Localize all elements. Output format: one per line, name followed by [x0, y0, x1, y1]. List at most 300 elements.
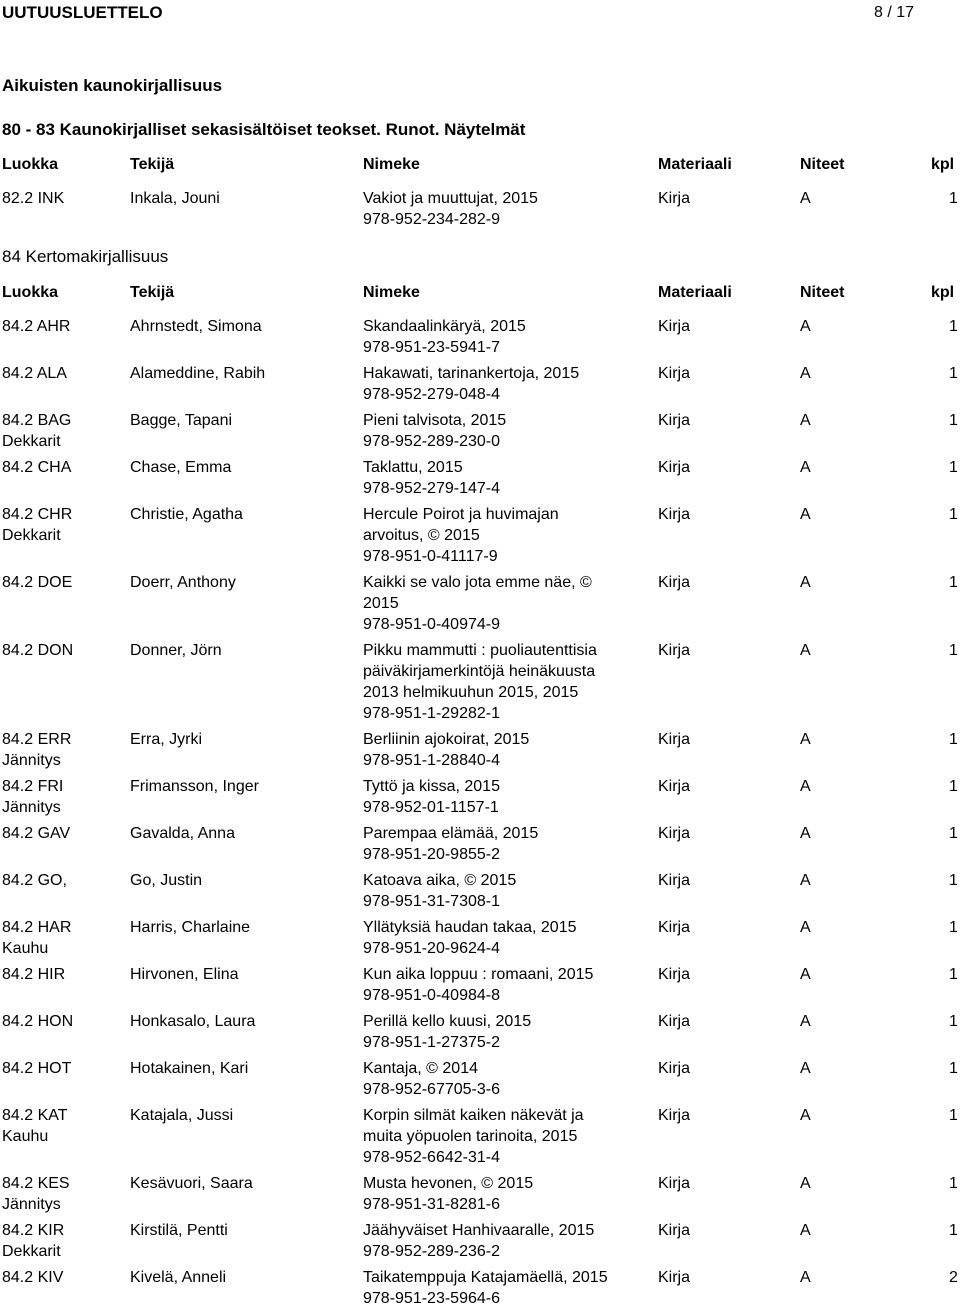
cell-luokka: [2, 410, 71, 452]
cell-nimeke: [363, 188, 538, 230]
column-header-tekija: Tekijä: [130, 156, 175, 173]
cell-materiaali: [658, 729, 690, 750]
cell-kpl-line: 1: [949, 1175, 958, 1192]
cell-luokka: [2, 917, 71, 959]
table-row: [0, 917, 960, 959]
cell-materiaali-line: Kirja: [658, 1107, 691, 1124]
cell-niteet-line: A: [800, 1175, 811, 1192]
cell-luokka-line: Kauhu: [2, 940, 49, 957]
cell-luokka-line: 84.2 BAG: [2, 412, 72, 429]
cell-nimeke-line: 978-952-234-282-9: [363, 211, 500, 228]
cell-nimeke: [363, 1267, 608, 1306]
cell-nimeke: [363, 823, 538, 865]
cell-niteet-line: A: [800, 1222, 811, 1239]
cell-materiaali-line: Kirja: [658, 318, 691, 335]
cell-niteet-line: A: [800, 318, 811, 335]
cell-materiaali: [658, 1173, 690, 1194]
cell-nimeke-line: Vakiot ja muuttujat, 2015: [363, 190, 538, 207]
cell-nimeke-line: Jäähyväiset Hanhivaaralle, 2015: [363, 1222, 595, 1239]
cell-nimeke-line: 978-952-289-230-0: [363, 433, 500, 450]
cell-kpl: [949, 1173, 958, 1194]
cell-luokka: [2, 316, 70, 337]
cell-niteet: [800, 776, 811, 797]
cell-materiaali: [658, 1011, 690, 1032]
cell-luokka: [2, 457, 71, 478]
cell-niteet-line: A: [800, 731, 811, 748]
cell-luokka: [2, 1011, 73, 1032]
cell-tekija-line: Doerr, Anthony: [130, 574, 236, 591]
cell-niteet-line: A: [800, 1269, 811, 1286]
cell-niteet-line: A: [800, 966, 811, 983]
table-row: [0, 572, 960, 635]
table-row: [0, 1058, 960, 1100]
cell-kpl-line: 2: [949, 1269, 958, 1286]
cell-nimeke-line: 978-951-0-40984-8: [363, 987, 500, 1004]
cell-nimeke: [363, 729, 529, 771]
cell-tekija: [130, 1267, 226, 1288]
cell-tekija-line: Chase, Emma: [130, 459, 232, 476]
cell-materiaali: [658, 316, 690, 337]
cell-luokka: [2, 1105, 68, 1147]
cell-niteet: [800, 1220, 811, 1241]
cell-nimeke-line: Kun aika loppuu : romaani, 2015: [363, 966, 594, 983]
cell-nimeke-line: päiväkirjamerkintöjä heinäkuusta: [363, 663, 596, 680]
cell-kpl: [949, 776, 958, 797]
cell-luokka-line: 84.2 KES: [2, 1175, 70, 1192]
cell-nimeke: [363, 1105, 584, 1168]
column-header-kpl: kpl: [931, 156, 955, 173]
cell-nimeke-line: Perillä kello kuusi, 2015: [363, 1013, 532, 1030]
cell-tekija-line: Go, Justin: [130, 872, 203, 889]
cell-kpl-line: 1: [949, 872, 958, 889]
table-row: [0, 776, 960, 818]
cell-nimeke-line: 978-951-0-41117-9: [363, 548, 498, 565]
cell-luokka: [2, 188, 64, 209]
cell-kpl: [949, 640, 958, 661]
cell-luokka: [2, 729, 71, 771]
cell-materiaali-line: Kirja: [658, 1060, 691, 1077]
cell-luokka: [2, 1173, 70, 1215]
cell-nimeke-line: Hercule Poirot ja huvimajan: [363, 506, 559, 523]
cell-tekija-line: Bagge, Tapani: [130, 412, 233, 429]
cell-tekija-line: Inkala, Jouni: [130, 190, 220, 207]
cell-tekija: [130, 410, 232, 431]
cell-tekija-line: Kivelä, Anneli: [130, 1269, 227, 1286]
cell-luokka: [2, 870, 67, 891]
cell-tekija-line: Donner, Jörn: [130, 642, 222, 659]
cell-kpl: [949, 917, 958, 938]
cell-luokka: [2, 1220, 64, 1262]
cell-tekija: [130, 316, 262, 337]
cell-tekija-line: Christie, Agatha: [130, 506, 243, 523]
cell-luokka-line: 84.2 GAV: [2, 825, 71, 842]
cell-tekija: [130, 457, 231, 478]
cell-nimeke-line: Parempaa elämää, 2015: [363, 825, 539, 842]
cell-materiaali: [658, 964, 690, 985]
cell-nimeke-line: Kaikki se valo jota emme näe, ©: [363, 574, 592, 591]
cell-niteet-line: A: [800, 1107, 811, 1124]
cell-kpl: [949, 363, 958, 384]
cell-materiaali-line: Kirja: [658, 778, 691, 795]
cell-luokka-line: 84.2 HON: [2, 1013, 74, 1030]
cell-luokka: [2, 776, 63, 818]
cell-nimeke-line: Hakawati, tarinankertoja, 2015: [363, 365, 580, 382]
cell-nimeke: [363, 917, 576, 959]
cell-kpl-line: 1: [949, 574, 958, 591]
column-header-tekija: Tekijä: [130, 284, 175, 301]
cell-nimeke-line: arvoitus, © 2015: [363, 527, 480, 544]
cell-materiaali-line: Kirja: [658, 966, 691, 983]
cell-nimeke: [363, 504, 559, 567]
cell-tekija: [130, 640, 222, 661]
cell-materiaali: [658, 823, 690, 844]
cell-materiaali: [658, 1058, 690, 1079]
cell-nimeke-line: 978-952-67705-3-6: [363, 1081, 500, 1098]
cell-materiaali: [658, 640, 690, 661]
table-header: [0, 282, 960, 303]
cell-luokka: [2, 640, 73, 661]
cell-materiaali-line: Kirja: [658, 919, 691, 936]
cell-kpl-line: 1: [949, 459, 958, 476]
cell-materiaali-line: Kirja: [658, 412, 691, 429]
cell-nimeke: [363, 776, 500, 818]
cell-kpl: [949, 1105, 958, 1126]
cell-materiaali-line: Kirja: [658, 731, 691, 748]
cell-kpl-line: 1: [949, 506, 958, 523]
cell-niteet: [800, 316, 811, 337]
cell-niteet-line: A: [800, 919, 811, 936]
cell-kpl-line: 1: [949, 190, 958, 207]
table-row: [0, 1220, 960, 1262]
cell-niteet-line: A: [800, 1013, 811, 1030]
cell-luokka-line: 84.2 DON: [2, 642, 74, 659]
cell-kpl: [949, 1058, 958, 1079]
cell-nimeke: [363, 870, 516, 912]
cell-kpl: [949, 1220, 958, 1241]
cell-kpl-line: 1: [949, 778, 958, 795]
cell-tekija: [130, 1011, 255, 1032]
cell-luokka-line: 84.2 ALA: [2, 365, 67, 382]
cell-nimeke-line: Taikatemppuja Katajamäellä, 2015: [363, 1269, 608, 1286]
section-heading-80-83: 80 - 83 Kaunokirjalliset sekasisältöiset teokset. Runot. Näytelmät: [2, 120, 526, 139]
cell-nimeke-line: 978-951-23-5941-7: [363, 339, 500, 356]
cell-niteet: [800, 504, 811, 525]
cell-kpl-line: 1: [949, 966, 958, 983]
cell-kpl-line: 1: [949, 1222, 958, 1239]
cell-kpl: [949, 964, 958, 985]
cell-materiaali-line: Kirja: [658, 825, 691, 842]
cell-kpl: [949, 572, 958, 593]
table-row: [0, 410, 960, 452]
cell-nimeke-line: 978-951-1-29282-1: [363, 705, 500, 722]
cell-niteet-line: A: [800, 506, 811, 523]
cell-tekija-line: Alameddine, Rabih: [130, 365, 266, 382]
table-row: [0, 1267, 960, 1306]
cell-nimeke-line: 978-952-289-236-2: [363, 1243, 500, 1260]
cell-tekija: [130, 823, 235, 844]
cell-nimeke-line: 978-951-0-40974-9: [363, 616, 500, 633]
column-header-nimeke: Nimeke: [363, 156, 420, 173]
cell-luokka: [2, 823, 70, 844]
cell-niteet-line: A: [800, 1060, 811, 1077]
cell-kpl: [949, 1011, 958, 1032]
cell-niteet: [800, 1105, 811, 1126]
cell-luokka-line: 84.2 HOT: [2, 1060, 72, 1077]
cell-kpl-line: 1: [949, 919, 958, 936]
cell-tekija: [130, 363, 265, 384]
cell-tekija-line: Erra, Jyrki: [130, 731, 202, 748]
cell-kpl: [949, 823, 958, 844]
cell-nimeke-line: Kantaja, © 2014: [363, 1060, 478, 1077]
cell-materiaali-line: Kirja: [658, 459, 691, 476]
cell-nimeke: [363, 363, 579, 405]
table-row: [0, 823, 960, 865]
cell-tekija-line: Katajala, Jussi: [130, 1107, 234, 1124]
cell-luokka-line: 84.2 KIR: [2, 1222, 65, 1239]
cell-niteet: [800, 917, 811, 938]
cell-nimeke: [363, 410, 506, 452]
column-header-niteet: Niteet: [800, 156, 845, 173]
cell-nimeke: [363, 1173, 533, 1215]
cell-nimeke: [363, 316, 526, 358]
cell-tekija-line: Hirvonen, Elina: [130, 966, 239, 983]
cell-niteet: [800, 964, 811, 985]
cell-tekija: [130, 917, 250, 938]
cell-luokka-line: 82.2 INK: [2, 190, 65, 207]
cell-kpl-line: 1: [949, 1107, 958, 1124]
cell-kpl: [949, 410, 958, 431]
cell-luokka-line: Dekkarit: [2, 433, 61, 450]
cell-niteet-line: A: [800, 825, 811, 842]
cell-niteet: [800, 1011, 811, 1032]
cell-nimeke-line: 2013 helmikuuhun 2015, 2015: [363, 684, 579, 701]
cell-niteet: [800, 1173, 811, 1194]
cell-tekija: [130, 1058, 248, 1079]
cell-nimeke-line: 978-951-20-9624-4: [363, 940, 500, 957]
cell-kpl-line: 1: [949, 365, 958, 382]
cell-nimeke-line: Tyttö ja kissa, 2015: [363, 778, 500, 795]
cell-nimeke-line: muita yöpuolen tarinoita, 2015: [363, 1128, 578, 1145]
cell-tekija-line: Harris, Charlaine: [130, 919, 251, 936]
table-row: [0, 640, 960, 724]
cell-tekija-line: Honkasalo, Laura: [130, 1013, 256, 1030]
cell-nimeke-line: Katoava aika, © 2015: [363, 872, 517, 889]
cell-tekija: [130, 964, 239, 985]
cell-materiaali: [658, 1220, 690, 1241]
cell-nimeke: [363, 457, 500, 499]
cell-materiaali: [658, 870, 690, 891]
cell-niteet-line: A: [800, 642, 811, 659]
cell-tekija: [130, 1220, 228, 1241]
cell-luokka-line: 84.2 ERR: [2, 731, 72, 748]
cell-niteet-line: A: [800, 574, 811, 591]
cell-materiaali-line: Kirja: [658, 1175, 691, 1192]
cell-nimeke-line: 2015: [363, 595, 399, 612]
cell-materiaali-line: Kirja: [658, 506, 691, 523]
table-row: [0, 316, 960, 358]
cell-kpl: [949, 504, 958, 525]
cell-tekija: [130, 1173, 253, 1194]
table-row: [0, 457, 960, 499]
cell-nimeke-line: 978-951-31-7308-1: [363, 893, 500, 910]
column-header-materiaali: Materiaali: [658, 156, 732, 173]
cell-kpl-line: 1: [949, 412, 958, 429]
cell-niteet: [800, 870, 811, 891]
cell-tekija-line: Frimansson, Inger: [130, 778, 259, 795]
cell-nimeke-line: Taklattu, 2015: [363, 459, 463, 476]
cell-kpl-line: 1: [949, 825, 958, 842]
cell-tekija: [130, 572, 236, 593]
cell-kpl: [949, 188, 958, 209]
cell-niteet: [800, 1058, 811, 1079]
cell-nimeke-line: 978-951-1-27375-2: [363, 1034, 500, 1051]
cell-materiaali: [658, 457, 690, 478]
document-title: UUTUUSLUETTELO: [2, 3, 163, 22]
cell-niteet: [800, 457, 811, 478]
cell-kpl: [949, 316, 958, 337]
cell-niteet: [800, 823, 811, 844]
cell-materiaali-line: Kirja: [658, 1222, 691, 1239]
cell-kpl: [949, 1267, 958, 1288]
cell-niteet: [800, 1267, 811, 1288]
cell-tekija: [130, 776, 259, 797]
cell-niteet-line: A: [800, 412, 811, 429]
cell-nimeke-line: 978-951-20-9855-2: [363, 846, 500, 863]
table-row: [0, 1011, 960, 1053]
cell-tekija-line: Kirstilä, Pentti: [130, 1222, 228, 1239]
table-row: [0, 964, 960, 1006]
cell-luokka: [2, 572, 72, 593]
table-row: [0, 729, 960, 771]
column-header-niteet: Niteet: [800, 284, 845, 301]
cell-materiaali-line: Kirja: [658, 1013, 691, 1030]
cell-luokka-line: 84.2 HIR: [2, 966, 66, 983]
cell-tekija-line: Kesävuori, Saara: [130, 1175, 253, 1192]
cell-niteet-line: A: [800, 365, 811, 382]
cell-niteet: [800, 640, 811, 661]
cell-materiaali: [658, 410, 690, 431]
table-row: [0, 188, 960, 230]
cell-materiaali: [658, 363, 690, 384]
table-row: [0, 870, 960, 912]
cell-luokka-line: 84.2 CHA: [2, 459, 72, 476]
cell-tekija-line: Hotakainen, Kari: [130, 1060, 249, 1077]
column-header-kpl: kpl: [931, 284, 955, 301]
cell-kpl-line: 1: [949, 642, 958, 659]
cell-kpl-line: 1: [949, 318, 958, 335]
cell-nimeke-line: Korpin silmät kaiken näkevät ja: [363, 1107, 584, 1124]
cell-nimeke: [363, 640, 597, 724]
column-header-luokka: Luokka: [2, 156, 59, 173]
cell-luokka: [2, 363, 67, 384]
cell-kpl: [949, 870, 958, 891]
cell-luokka: [2, 1267, 63, 1288]
cell-materiaali: [658, 776, 690, 797]
cell-tekija: [130, 188, 220, 209]
cell-luokka-line: 84.2 KAT: [2, 1107, 68, 1124]
cell-nimeke: [363, 1011, 531, 1053]
cell-luokka-line: 84.2 HAR: [2, 919, 72, 936]
cell-tekija: [130, 1105, 233, 1126]
cell-nimeke-line: Berliinin ajokoirat, 2015: [363, 731, 530, 748]
cell-luokka-line: Jännitys: [2, 752, 61, 769]
cell-niteet-line: A: [800, 459, 811, 476]
cell-luokka-line: 84.2 AHR: [2, 318, 71, 335]
cell-luokka-line: 84.2 GO,: [2, 872, 67, 889]
table-row: [0, 1105, 960, 1168]
cell-materiaali-line: Kirja: [658, 365, 691, 382]
cell-kpl-line: 1: [949, 1060, 958, 1077]
cell-luokka: [2, 964, 65, 985]
cell-kpl-line: 1: [949, 1013, 958, 1030]
column-header-nimeke: Nimeke: [363, 284, 420, 301]
cell-luokka-line: 84.2 DOE: [2, 574, 73, 591]
cell-kpl: [949, 457, 958, 478]
page-number: 8 / 17: [873, 4, 914, 21]
cell-nimeke-line: Pikku mammutti : puoliautenttisia: [363, 642, 597, 659]
cell-luokka-line: Dekkarit: [2, 527, 61, 544]
cell-tekija-line: Gavalda, Anna: [130, 825, 235, 842]
category-heading: Aikuisten kaunokirjallisuus: [2, 76, 223, 95]
cell-niteet-line: A: [800, 778, 811, 795]
cell-materiaali-line: Kirja: [658, 872, 691, 889]
cell-materiaali-line: Kirja: [658, 190, 691, 207]
cell-niteet: [800, 410, 811, 431]
cell-tekija: [130, 870, 202, 891]
cell-nimeke-line: Musta hevonen, © 2015: [363, 1175, 534, 1192]
table-row: [0, 504, 960, 567]
cell-luokka-line: 84.2 CHR: [2, 506, 73, 523]
cell-niteet: [800, 188, 811, 209]
table-header: [0, 154, 960, 175]
cell-tekija-line: Ahrnstedt, Simona: [130, 318, 262, 335]
cell-materiaali-line: Kirja: [658, 642, 691, 659]
cell-luokka-line: Dekkarit: [2, 1243, 61, 1260]
cell-nimeke: [363, 1220, 594, 1262]
cell-nimeke-line: 978-951-23-5964-6: [363, 1290, 500, 1306]
cell-niteet: [800, 729, 811, 750]
table-row: [0, 1173, 960, 1215]
section-heading-84: 84 Kertomakirjallisuus: [2, 247, 169, 266]
cell-nimeke: [363, 964, 593, 1006]
cell-materiaali-line: Kirja: [658, 574, 691, 591]
cell-nimeke-line: 978-951-1-28840-4: [363, 752, 500, 769]
cell-kpl-line: 1: [949, 731, 958, 748]
cell-materiaali: [658, 188, 690, 209]
cell-materiaali: [658, 917, 690, 938]
cell-kpl: [949, 729, 958, 750]
cell-luokka-line: 84.2 KIV: [2, 1269, 64, 1286]
cell-luokka: [2, 1058, 71, 1079]
cell-materiaali: [658, 572, 690, 593]
cell-luokka: [2, 504, 72, 546]
cell-luokka-line: 84.2 FRI: [2, 778, 64, 795]
cell-luokka-line: Jännitys: [2, 1196, 61, 1213]
cell-nimeke-line: 978-951-31-8281-6: [363, 1196, 500, 1213]
cell-luokka-line: Kauhu: [2, 1128, 49, 1145]
cell-nimeke: [363, 1058, 500, 1100]
cell-materiaali-line: Kirja: [658, 1269, 691, 1286]
cell-tekija: [130, 729, 202, 750]
cell-tekija: [130, 504, 243, 525]
cell-nimeke-line: Pieni talvisota, 2015: [363, 412, 507, 429]
cell-nimeke-line: Yllätyksiä haudan takaa, 2015: [363, 919, 577, 936]
cell-materiaali: [658, 504, 690, 525]
cell-niteet-line: A: [800, 190, 811, 207]
cell-niteet: [800, 572, 811, 593]
cell-nimeke-line: 978-952-279-048-4: [363, 386, 500, 403]
column-header-luokka: Luokka: [2, 284, 59, 301]
